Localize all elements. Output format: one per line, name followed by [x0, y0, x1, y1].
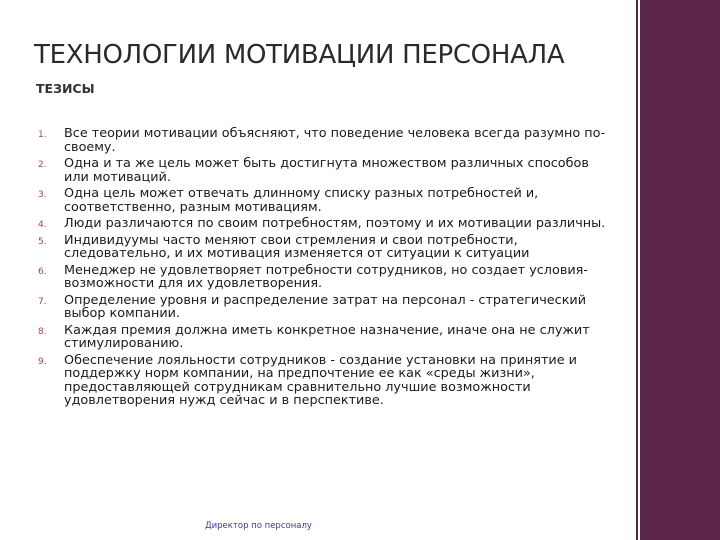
thesis-number: 9. — [38, 356, 47, 367]
thesis-number: 4. — [38, 220, 47, 230]
thesis-text: Менеджер не удовлетворяет потребности сотрудников, но создает условия-возможности для их удовлетворения. — [64, 262, 588, 291]
thesis-number: 3. — [38, 190, 47, 200]
thesis-text: Каждая премия должна иметь конкретное назначение, иначе она не служит стимулированию. — [64, 322, 590, 351]
thesis-item — [38, 127, 610, 154]
thesis-text: Люди различаются по своим потребностям, поэтому и их мотивации различны. — [64, 216, 606, 231]
thesis-item — [38, 294, 610, 321]
thesis-item — [38, 324, 610, 351]
thesis-item — [38, 187, 610, 214]
thesis-item — [38, 217, 610, 231]
thesis-number: 1. — [38, 130, 47, 140]
side-decor-band — [640, 0, 720, 540]
slide-title: ТЕХНОЛОГИИ МОТИВАЦИИ ПЕРСОНАЛА — [34, 40, 565, 70]
thesis-number: 5. — [38, 236, 47, 247]
thesis-item — [38, 264, 610, 291]
thesis-text: Все теории мотивации объясняют, что поведение человека всегда разумно по-своему. — [64, 126, 606, 155]
thesis-text: Обеспечение лояльности сотрудников - создание установки на принятие и поддержку норм компании, на предпочтение ее как «среды жизни», предоставляющей сотрудникам сравнительно лучшие возможности удовлетворения нужд сейчас и в перспективе. — [64, 352, 577, 408]
slide-subtitle: ТЕЗИСЫ — [36, 81, 95, 96]
thesis-text: Индивидуумы часто меняют свои стремления и свои потребности, следовательно, и их мотивация изменяется от ситуации к ситуации — [64, 232, 530, 261]
thesis-item — [38, 234, 610, 261]
footer-caption: Директор по персоналу — [205, 521, 312, 531]
side-divider-line — [636, 0, 638, 540]
thesis-item — [38, 354, 610, 408]
theses-list — [38, 127, 610, 411]
thesis-number: 2. — [38, 160, 47, 170]
thesis-text: Одна и та же цель может быть достигнута множеством различных способов или мотиваций. — [64, 156, 589, 185]
thesis-text: Определение уровня и распределение затрат на персонал - стратегический выбор компании. — [64, 292, 587, 321]
thesis-text: Одна цель может отвечать длинному списку разных потребностей и, соответственно, разным мотивациям. — [64, 186, 539, 215]
thesis-number: 7. — [38, 296, 47, 307]
thesis-number: 6. — [38, 266, 47, 277]
thesis-number: 8. — [38, 326, 47, 337]
thesis-item — [38, 157, 610, 184]
